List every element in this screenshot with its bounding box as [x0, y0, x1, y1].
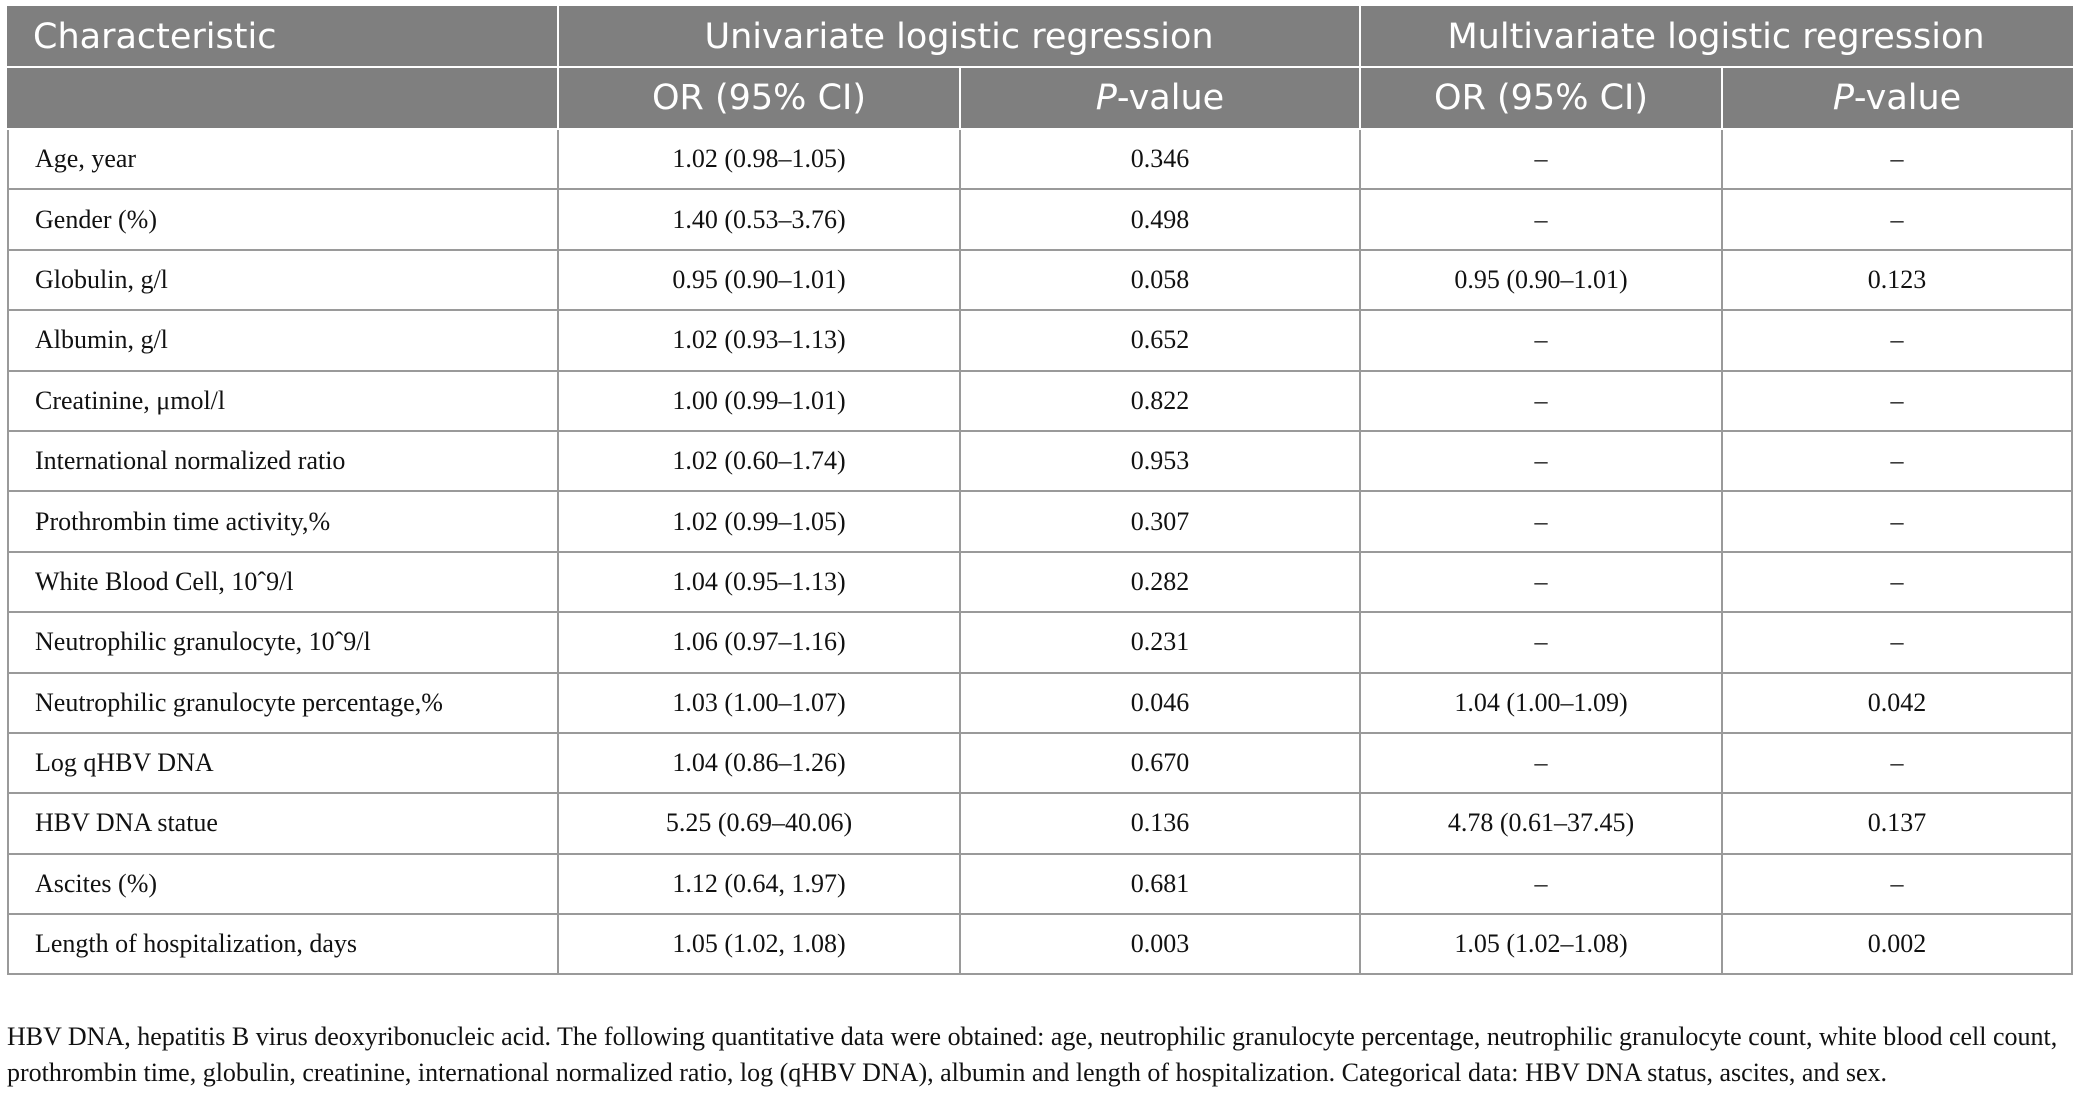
- table-row: [8, 431, 2072, 491]
- cell-multivariate-or-ci: –: [1360, 612, 1722, 672]
- cell-univariate-p-value: 0.498: [960, 189, 1360, 249]
- cell-multivariate-or-ci: –: [1360, 129, 1722, 189]
- table-row: [8, 914, 2072, 974]
- cell-univariate-p-value: 0.953: [960, 431, 1360, 491]
- cell-multivariate-or-ci: 1.05 (1.02–1.08): [1360, 914, 1722, 974]
- cell-univariate-p-value: 0.058: [960, 250, 1360, 310]
- cell-univariate-p-value: 0.136: [960, 793, 1360, 853]
- cell-multivariate-or-ci: –: [1360, 189, 1722, 249]
- cell-univariate-p-value: 0.652: [960, 310, 1360, 370]
- cell-univariate-p-value: 0.282: [960, 552, 1360, 612]
- cell-univariate-or-ci: 1.12 (0.64, 1.97): [558, 854, 960, 914]
- cell-multivariate-p-value: –: [1722, 431, 2072, 491]
- cell-multivariate-or-ci: –: [1360, 310, 1722, 370]
- table-row: [8, 612, 2072, 672]
- cell-multivariate-p-value: –: [1722, 612, 2072, 672]
- header-uni-or-ci: OR (95% CI): [558, 67, 960, 129]
- cell-univariate-p-value: 0.670: [960, 733, 1360, 793]
- cell-multivariate-p-value: –: [1722, 371, 2072, 431]
- cell-univariate-or-ci: 1.04 (0.86–1.26): [558, 733, 960, 793]
- cell-multivariate-or-ci: 4.78 (0.61–37.45): [1360, 793, 1722, 853]
- cell-multivariate-p-value: –: [1722, 129, 2072, 189]
- header-blank: [8, 67, 558, 129]
- table-row: [8, 733, 2072, 793]
- regression-table: [7, 6, 2073, 975]
- cell-multivariate-or-ci: –: [1360, 371, 1722, 431]
- cell-univariate-or-ci: 1.02 (0.93–1.13): [558, 310, 960, 370]
- cell-characteristic: HBV DNA statue: [8, 793, 558, 853]
- cell-multivariate-or-ci: –: [1360, 552, 1722, 612]
- table-header: [8, 7, 2072, 129]
- table-row: [8, 310, 2072, 370]
- table-row: [8, 250, 2072, 310]
- cell-characteristic: Albumin, g/l: [8, 310, 558, 370]
- header-multi-p-value: [1722, 67, 2072, 129]
- cell-multivariate-p-value: 0.002: [1722, 914, 2072, 974]
- cell-univariate-p-value: 0.003: [960, 914, 1360, 974]
- cell-characteristic: White Blood Cell, 10ˆ9/l: [8, 552, 558, 612]
- cell-multivariate-p-value: –: [1722, 310, 2072, 370]
- cell-univariate-p-value: 0.681: [960, 854, 1360, 914]
- cell-multivariate-or-ci: –: [1360, 491, 1722, 551]
- cell-univariate-or-ci: 1.05 (1.02, 1.08): [558, 914, 960, 974]
- p-value-suffix: -value: [1853, 78, 1962, 118]
- table-row: [8, 673, 2072, 733]
- cell-univariate-or-ci: 1.40 (0.53–3.76): [558, 189, 960, 249]
- cell-univariate-or-ci: 1.00 (0.99–1.01): [558, 371, 960, 431]
- p-value-suffix: -value: [1116, 78, 1225, 118]
- cell-univariate-or-ci: 1.03 (1.00–1.07): [558, 673, 960, 733]
- cell-univariate-p-value: 0.307: [960, 491, 1360, 551]
- cell-univariate-or-ci: 1.06 (0.97–1.16): [558, 612, 960, 672]
- cell-multivariate-or-ci: 1.04 (1.00–1.09): [1360, 673, 1722, 733]
- p-letter: P: [1832, 78, 1854, 118]
- cell-characteristic: Age, year: [8, 129, 558, 189]
- cell-multivariate-p-value: 0.042: [1722, 673, 2072, 733]
- table-row: [8, 371, 2072, 431]
- cell-multivariate-p-value: 0.123: [1722, 250, 2072, 310]
- cell-characteristic: Creatinine, μmol/l: [8, 371, 558, 431]
- cell-characteristic: Length of hospitalization, days: [8, 914, 558, 974]
- table-row: [8, 552, 2072, 612]
- table-body: [8, 129, 2072, 974]
- cell-characteristic: Ascites (%): [8, 854, 558, 914]
- cell-characteristic: Log qHBV DNA: [8, 733, 558, 793]
- cell-multivariate-or-ci: 0.95 (0.90–1.01): [1360, 250, 1722, 310]
- header-characteristic: Characteristic: [8, 7, 558, 67]
- table-row: [8, 189, 2072, 249]
- cell-characteristic: Gender (%): [8, 189, 558, 249]
- cell-univariate-or-ci: 1.02 (0.98–1.05): [558, 129, 960, 189]
- header-multi-or-ci: OR (95% CI): [1360, 67, 1722, 129]
- cell-multivariate-or-ci: –: [1360, 431, 1722, 491]
- cell-multivariate-p-value: –: [1722, 189, 2072, 249]
- table-footnote: HBV DNA, hepatitis B virus deoxyribonucleic acid. The following quantitative data were obtained: age, neutrophilic granulocyte percentage, neutrophilic granulocyte count, white blood cell count, prothrombin time, globulin, creatinine, international normalized ratio, log (qHBV DNA), albumin and length of hospitalization. Categorical data: HBV DNA status, ascites, and sex.: [7, 1022, 2058, 1087]
- cell-characteristic: Prothrombin time activity,%: [8, 491, 558, 551]
- cell-univariate-p-value: 0.346: [960, 129, 1360, 189]
- p-letter: P: [1095, 78, 1117, 118]
- cell-univariate-p-value: 0.046: [960, 673, 1360, 733]
- cell-univariate-p-value: 0.822: [960, 371, 1360, 431]
- header-multivariate: Multivariate logistic regression: [1360, 7, 2072, 67]
- cell-multivariate-p-value: –: [1722, 733, 2072, 793]
- cell-multivariate-p-value: –: [1722, 552, 2072, 612]
- cell-characteristic: Neutrophilic granulocyte percentage,%: [8, 673, 558, 733]
- cell-characteristic: Globulin, g/l: [8, 250, 558, 310]
- header-row-1: [8, 7, 2072, 67]
- cell-multivariate-p-value: –: [1722, 854, 2072, 914]
- cell-univariate-or-ci: 1.02 (0.60–1.74): [558, 431, 960, 491]
- cell-multivariate-p-value: –: [1722, 491, 2072, 551]
- cell-multivariate-or-ci: –: [1360, 854, 1722, 914]
- cell-characteristic: Neutrophilic granulocyte, 10ˆ9/l: [8, 612, 558, 672]
- regression-table-container: [7, 6, 2071, 975]
- cell-univariate-or-ci: 1.04 (0.95–1.13): [558, 552, 960, 612]
- header-uni-p-value: [960, 67, 1360, 129]
- table-row: [8, 129, 2072, 189]
- cell-univariate-p-value: 0.231: [960, 612, 1360, 672]
- header-univariate: Univariate logistic regression: [558, 7, 1360, 67]
- header-row-2: [8, 67, 2072, 129]
- cell-multivariate-or-ci: –: [1360, 733, 1722, 793]
- cell-univariate-or-ci: 5.25 (0.69–40.06): [558, 793, 960, 853]
- table-row: [8, 491, 2072, 551]
- cell-characteristic: International normalized ratio: [8, 431, 558, 491]
- table-row: [8, 854, 2072, 914]
- cell-multivariate-p-value: 0.137: [1722, 793, 2072, 853]
- table-row: [8, 793, 2072, 853]
- cell-univariate-or-ci: 0.95 (0.90–1.01): [558, 250, 960, 310]
- cell-univariate-or-ci: 1.02 (0.99–1.05): [558, 491, 960, 551]
